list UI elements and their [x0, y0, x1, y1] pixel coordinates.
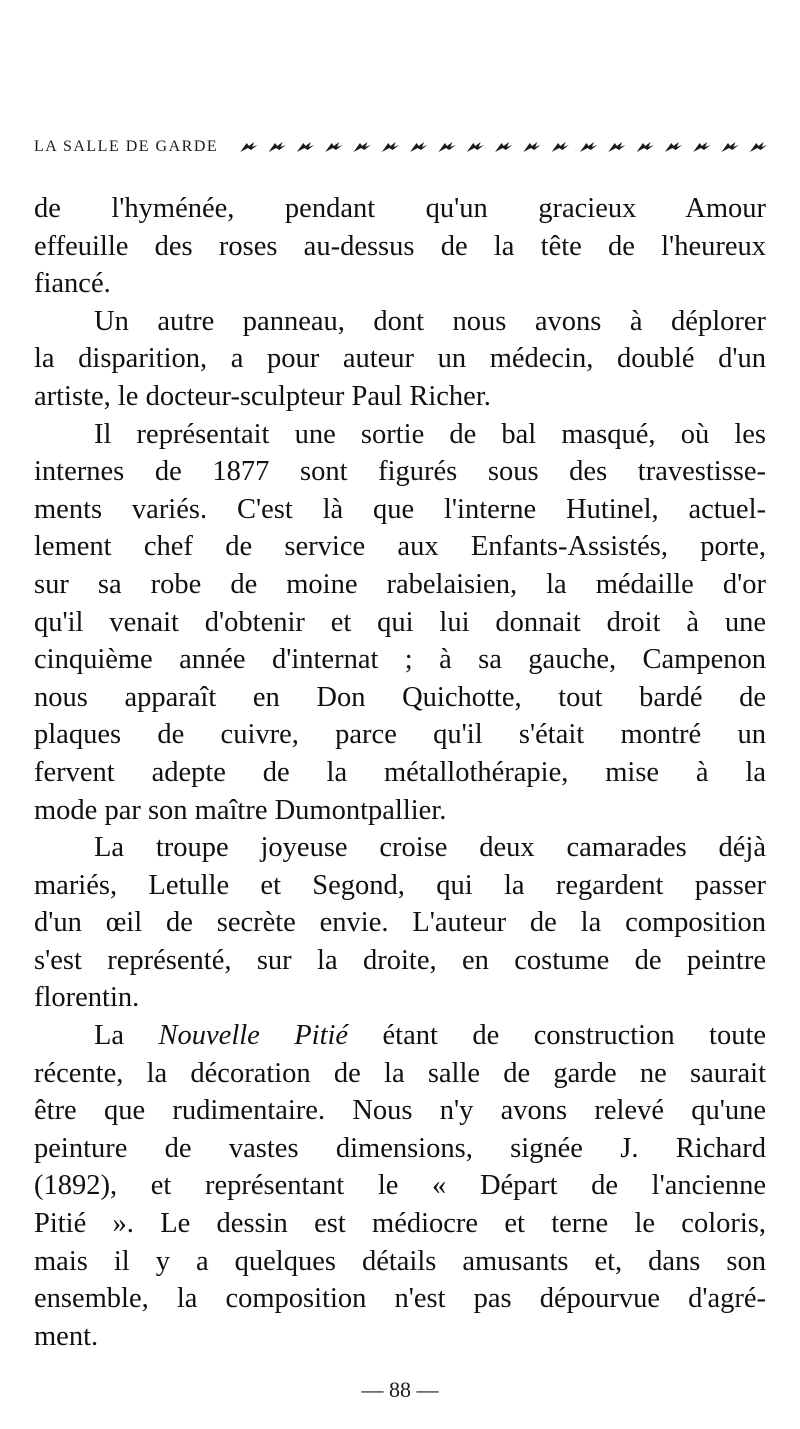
fleuron-mark	[240, 142, 257, 152]
text-line: être que rudimentaire. Nous n'y avons relevé qu'une	[34, 1095, 766, 1127]
text-line: de l'hyménée, pendant qu'un gracieux Amour	[34, 193, 766, 224]
text-line: fervent adepte de la métallothérapie, mise à la	[34, 756, 766, 788]
fleuron-mark	[354, 142, 371, 152]
text-line: sur sa robe de moine rabelaisien, la médaille d'or	[34, 568, 766, 600]
running-header	[34, 132, 774, 162]
text-line: la disparition, a pour auteur un médecin, doublé d'un	[34, 343, 766, 375]
fleuron-mark	[269, 142, 286, 152]
fleuron-mark	[467, 142, 484, 152]
fleuron-mark	[722, 142, 739, 152]
paragraph-first-line: Il représentait une sortie de bal masqué, où les	[94, 418, 766, 450]
text-line: lement chef de service aux Enfants-Assistés, porte,	[34, 531, 766, 563]
fleuron-mark	[750, 142, 767, 152]
text-line: plaques de cuivre, parce qu'il s'était montré un	[34, 719, 766, 751]
text-line: mariés, Letulle et Segond, qui la regardent passer	[34, 869, 766, 901]
fleuron-mark	[410, 142, 427, 152]
fleuron-mark	[552, 142, 569, 152]
running-title: LA SALLE DE GARDE	[34, 138, 219, 155]
fleuron-mark	[637, 142, 654, 152]
fleuron-mark	[439, 142, 456, 152]
text-line: d'un œil de secrète envie. L'auteur de la composition	[34, 907, 766, 939]
text-line: qu'il venait d'obtenir et qui lui donnait droit à une	[34, 606, 766, 638]
paragraph-first-line	[34, 1017, 766, 1055]
text-line: internes de 1877 sont figurés sous des travestisse-	[34, 456, 766, 488]
text-run: étant de construction toute	[348, 1020, 767, 1052]
text-line: nous apparaît en Don Quichotte, tout bardé de	[34, 681, 766, 713]
text-line: fiancé.	[34, 268, 111, 300]
text-line: récente, la décoration de la salle de garde ne saurait	[34, 1057, 766, 1089]
page-number: — 88 —	[361, 1377, 439, 1402]
text-line: artiste, le docteur-sculpteur Paul Richer.	[34, 380, 491, 412]
paragraph-first-line: La troupe joyeuse croise deux camarades déjà	[94, 832, 766, 864]
text-line: florentin.	[34, 982, 140, 1014]
body-text	[34, 190, 766, 1355]
text-line: Pitié ». Le dessin est médiocre et terne le coloris,	[34, 1208, 766, 1240]
text-line: s'est représenté, sur la droite, en costume de peintre	[34, 944, 766, 976]
text-line: cinquième année d'internat ; à sa gauche, Campenon	[34, 644, 766, 676]
paragraph-first-line: Un autre panneau, dont nous avons à déplorer	[94, 305, 766, 337]
fleuron-mark	[693, 142, 710, 152]
fleuron-mark	[524, 142, 541, 152]
fleuron-mark	[608, 142, 625, 152]
fleuron-mark	[297, 142, 314, 152]
text-line: mais il y a quelques détails amusants et, dans son	[34, 1245, 766, 1277]
text-line: mode par son maître Dumontpallier.	[34, 794, 447, 826]
text-line: peinture de vastes dimensions, signée J. Richard	[34, 1132, 766, 1164]
fleuron-mark	[665, 142, 682, 152]
italic-title: Nouvelle Pitié	[158, 1020, 349, 1052]
fleuron-mark	[495, 142, 512, 152]
text-line: ensemble, la composition n'est pas dépourvue d'agré-	[34, 1283, 766, 1315]
fleuron-mark	[325, 142, 342, 152]
fleuron-mark	[382, 142, 399, 152]
text-line: ment.	[34, 1320, 99, 1352]
fleuron-ornament-band	[236, 140, 774, 154]
fleuron-mark	[580, 142, 597, 152]
text-line: (1892), et représentant le « Départ de l'ancienne	[34, 1170, 766, 1202]
text-run: La	[94, 1020, 159, 1052]
text-line: effeuille des roses au-dessus de la tête de l'heureux	[34, 230, 766, 262]
text-line: ments variés. C'est là que l'interne Hutinel, actuel-	[34, 493, 766, 525]
